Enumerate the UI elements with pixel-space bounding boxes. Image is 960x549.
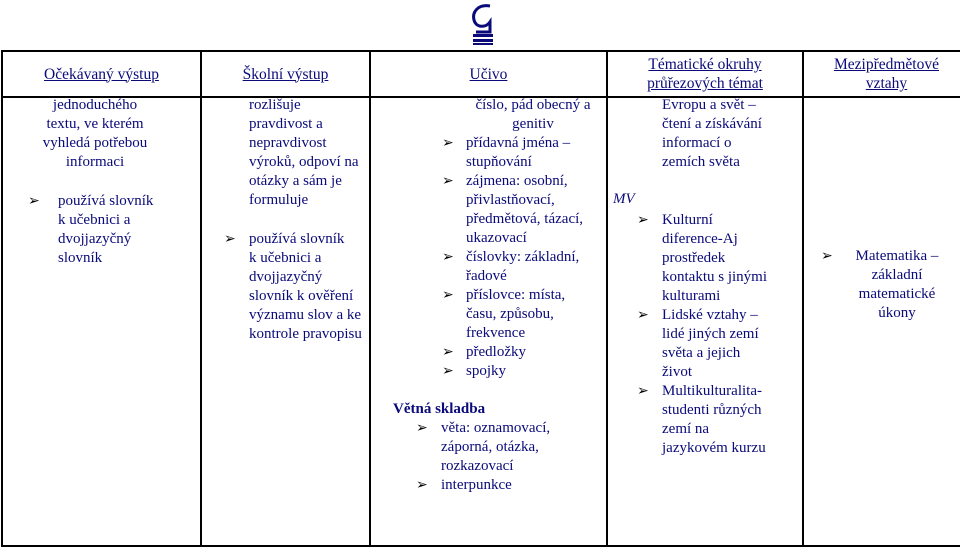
thematic-text: informací o xyxy=(662,135,732,151)
thematic-bullet-text: kulturami xyxy=(662,288,721,304)
header-school-output: Školní výstup xyxy=(201,51,370,97)
thematic-bullet-text: zemí na xyxy=(662,421,710,437)
arrow-bullet-icon: ➢ xyxy=(821,249,833,264)
expected-output-text: informaci xyxy=(65,154,125,170)
curriculum-bullet-text: spojky xyxy=(466,363,507,379)
school-output-text: otázky a sám je xyxy=(249,173,342,189)
arrow-bullet-icon: ➢ xyxy=(442,136,454,151)
school-output-bullet-text: významu slov a ke xyxy=(249,307,362,323)
arrow-bullet-icon: ➢ xyxy=(416,478,428,493)
thematic-bullet-text: Lidské vztahy – xyxy=(662,307,758,323)
cross-curricular-text: Matematika – xyxy=(855,248,939,264)
school-output-text: formuluje xyxy=(249,192,309,208)
curriculum-bullet-text: předložky xyxy=(466,344,526,360)
curriculum-bullet-text: zájmena: osobní, xyxy=(466,173,568,189)
thematic-bullet-text: lidé jiných zemí xyxy=(662,326,759,342)
thematic-bullet-text: kontaktu s jinými xyxy=(662,269,767,285)
thematic-bullet-text: diference-Aj xyxy=(662,231,738,247)
thematic-bullet-text: jazykovém kurzu xyxy=(662,440,766,456)
arrow-bullet-icon: ➢ xyxy=(28,194,40,209)
arrow-bullet-icon: ➢ xyxy=(637,213,649,228)
mv-tag: MV xyxy=(613,191,635,207)
cross-curricular-text: základní xyxy=(871,267,923,283)
cross-curricular-text: matematické xyxy=(858,286,936,302)
school-output-bullet-text: kontrole pravopisu xyxy=(249,326,362,342)
expected-output-bullet-text: slovník xyxy=(58,250,103,266)
header-row xyxy=(2,51,960,97)
expected-output-text: textu, ve kterém xyxy=(46,116,144,132)
curriculum-bullet-text: frekvence xyxy=(466,325,526,341)
thematic-bullet-text: Kulturní xyxy=(662,212,713,228)
curriculum-bullet-text: stupňování xyxy=(466,154,532,170)
expected-output-text: vyhledá potřebou xyxy=(42,135,148,151)
thematic-bullet-text: studenti různých xyxy=(662,402,762,418)
thematic-text: zemích světa xyxy=(662,154,740,170)
thematic-bullet-text: prostředek xyxy=(662,250,726,266)
sentence-bullet-text: věta: oznamovací, xyxy=(441,420,551,436)
curriculum-bullet-text: přivlastňovací, xyxy=(466,192,555,208)
arrow-bullet-icon: ➢ xyxy=(442,288,454,303)
school-output-text: rozlišuje xyxy=(249,97,301,113)
curriculum-text: číslo, pád obecný a xyxy=(475,97,591,113)
section-title: Větná skladba xyxy=(393,401,486,417)
arrow-bullet-icon: ➢ xyxy=(442,364,454,379)
expected-output-text: jednoduchého xyxy=(52,97,138,113)
school-output-text: pravdivost a xyxy=(249,116,323,132)
sentence-bullet-text: záporná, otázka, xyxy=(441,439,539,455)
curriculum-bullet-text: číslovky: základní, xyxy=(466,249,580,265)
header-curriculum: Učivo xyxy=(370,51,607,97)
curriculum-bullet-text: příslovce: místa, xyxy=(466,287,566,303)
arrow-bullet-icon: ➢ xyxy=(224,232,236,247)
school-output-bullet-text: slovník k ověření xyxy=(249,288,354,304)
arrow-bullet-icon: ➢ xyxy=(442,250,454,265)
school-output-text: výroků, odpoví na xyxy=(249,154,359,170)
school-output-bullet-text: dvojjazyčný xyxy=(249,269,323,285)
curriculum-bullet-text: přídavná jména – xyxy=(466,135,571,151)
curriculum-text: genitiv xyxy=(512,116,554,132)
expected-output-bullet-text: používá slovník xyxy=(58,193,154,209)
thematic-bullet-text: Multikulturalita- xyxy=(662,383,762,399)
school-output-text: nepravdivost xyxy=(249,135,327,151)
expected-output-bullet-text: k učebnici a xyxy=(58,212,131,228)
thematic-bullet-text: život xyxy=(662,364,692,380)
curriculum-bullet-text: řadové xyxy=(466,268,507,284)
sentence-bullet-text: interpunkce xyxy=(441,477,512,493)
header-thematic-areas: Tématické okruhy průřezových témat xyxy=(607,51,803,97)
curriculum-bullet-text: času, způsobu, xyxy=(466,306,554,322)
school-output-bullet-text: používá slovník xyxy=(249,231,345,247)
school-output-bullet-text: k učebnici a xyxy=(249,250,322,266)
arrow-bullet-icon: ➢ xyxy=(637,308,649,323)
header-cross-curricular: Mezipředmětové vztahy xyxy=(803,51,960,97)
arrow-bullet-icon: ➢ xyxy=(637,384,649,399)
cross-curricular-text: úkony xyxy=(878,305,916,321)
thematic-text: čtení a získávání xyxy=(662,116,762,132)
logo-mark-icon xyxy=(468,2,498,46)
curriculum-bullet-text: ukazovací xyxy=(466,230,527,246)
thematic-text: Evropu a svět – xyxy=(662,97,756,113)
curriculum-bullet-text: předmětová, tázací, xyxy=(466,211,584,227)
header-expected-output: Očekávaný výstup xyxy=(2,51,201,97)
arrow-bullet-icon: ➢ xyxy=(416,421,428,436)
arrow-bullet-icon: ➢ xyxy=(442,174,454,189)
thematic-bullet-text: světa a jejich xyxy=(662,345,741,361)
expected-output-bullet-text: dvojjazyčný xyxy=(58,231,132,247)
sentence-bullet-text: rozkazovací xyxy=(441,458,514,474)
arrow-bullet-icon: ➢ xyxy=(442,345,454,360)
